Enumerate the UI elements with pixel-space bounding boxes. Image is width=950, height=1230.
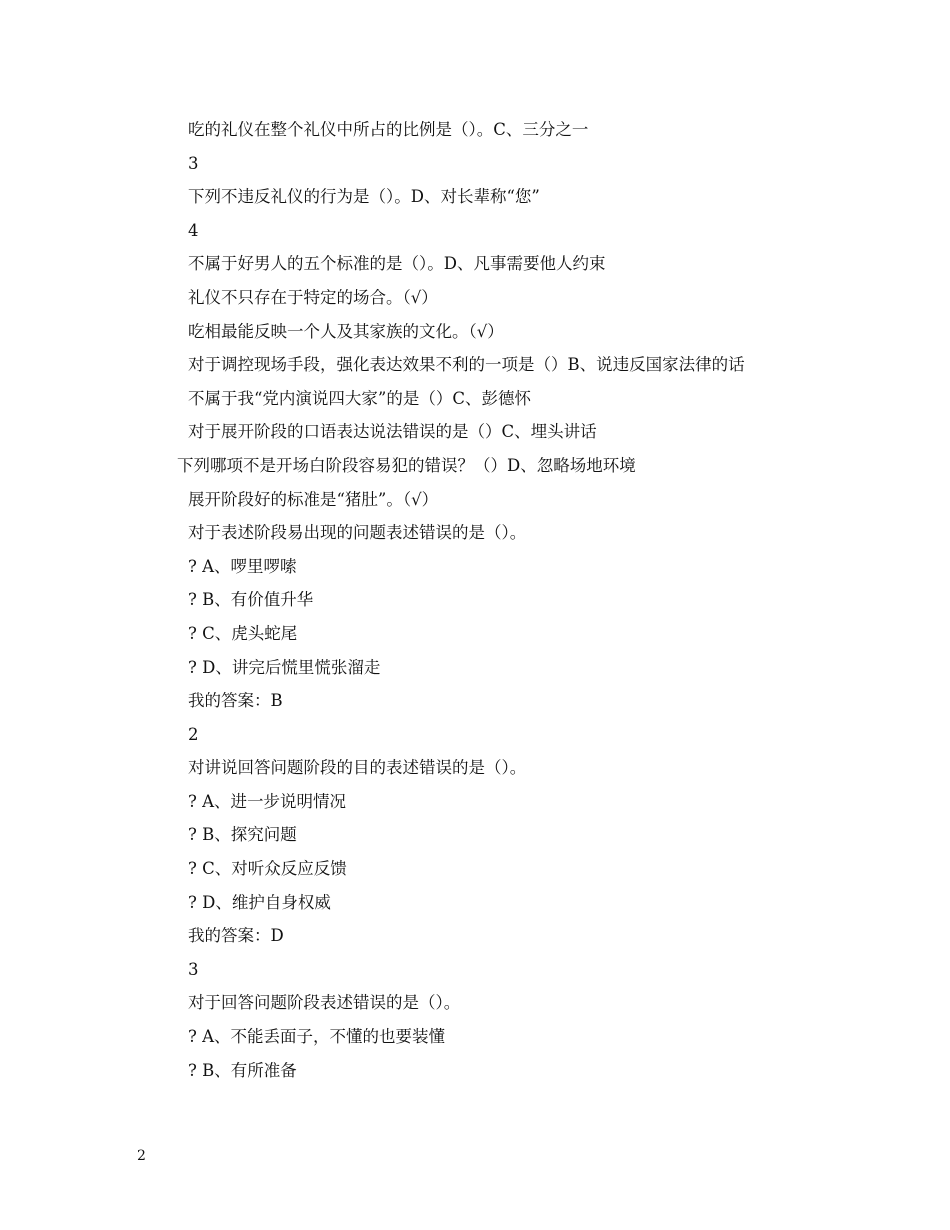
question-number: 4 [188,220,199,240]
question-number: 3 [188,153,199,173]
my-answer: 我的答案：D [188,926,284,946]
answer-option: ? C、对听众反应反馈 [188,859,347,879]
text-line: 下列不违反礼仪的行为是（）。D、对长辈称“您” [188,187,540,207]
answer-option: ? A、进一步说明情况 [188,791,347,811]
answer-option: ? B、有所准备 [188,1060,297,1080]
page-number: 2 [137,1148,146,1164]
text-line: 对于展开阶段的口语表达说法错误的是（）C、埋头讲话 [188,422,597,442]
question-number: 2 [188,724,199,744]
answer-option: ? B、有价值升华 [188,590,314,610]
text-line: 对于调控现场手段，强化表达效果不利的一项是（）B、说违反国家法律的话 [188,355,745,375]
question-text: 对于表述阶段易出现的问题表述错误的是（）。 [188,523,527,543]
question-number: 3 [188,959,199,979]
text-line: 礼仪不只存在于特定的场合。（√） [188,287,438,307]
text-line: 下列哪项不是开场白阶段容易犯的错误？（）D、忽略场地环境 [177,455,636,475]
text-line: 吃相最能反映一个人及其家族的文化。（√） [188,321,504,341]
answer-option: ? D、讲完后慌里慌张溜走 [188,657,381,677]
text-line: 不属于我“党内演说四大家”的是（）C、彭德怀 [188,388,531,408]
document-body [177,116,908,1090]
my-answer: 我的答案：B [188,691,283,711]
answer-option: ? D、维护自身权威 [188,892,331,912]
text-line: 吃的礼仪在整个礼仪中所占的比例是（）。C、三分之一 [188,120,589,139]
text-line: 展开阶段好的标准是“猪肚”。（√） [188,489,439,509]
answer-option: ? A、不能丢面子，不懂的也要装懂 [188,1027,446,1047]
answer-option: ? B、探究问题 [188,825,297,845]
answer-option: ? C、虎头蛇尾 [188,623,298,643]
text-line: 不属于好男人的五个标准的是（）。D、凡事需要他人约束 [188,254,606,274]
answer-option: ? A、啰里啰嗦 [188,556,297,576]
question-text: 对于回答问题阶段表述错误的是（）。 [188,993,461,1013]
question-text: 对讲说回答问题阶段的目的表述错误的是（）。 [188,758,527,778]
